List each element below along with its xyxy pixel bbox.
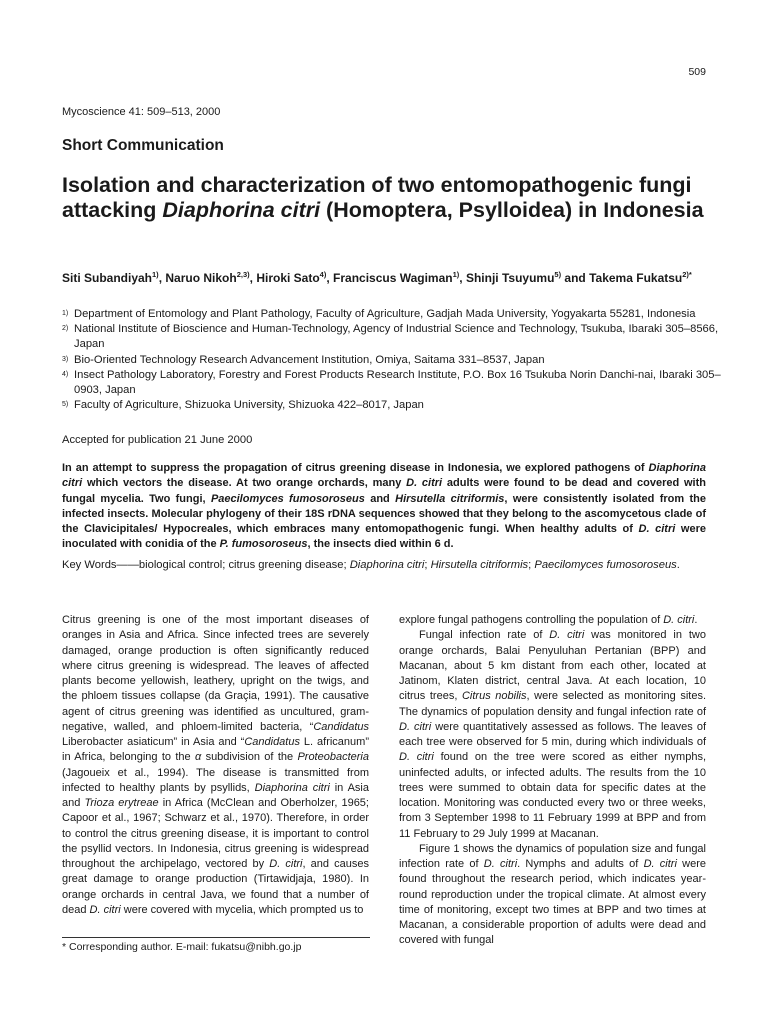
text-run: which vectors the disease. At two orange orchards, many bbox=[82, 477, 407, 490]
affiliation-mark: 3) bbox=[62, 355, 69, 363]
italic-run: P. fumosoroseus bbox=[219, 538, 308, 551]
keywords-label: Key Words bbox=[62, 559, 117, 571]
author-name: Takema Fukatsu bbox=[589, 271, 683, 285]
italic-run: Citrus nobilis bbox=[461, 690, 527, 703]
text-run: Citrus greening is one of the most important diseases of oranges in Asia and Africa. Since infected trees are severely damaged, orange production is often significantly reduced where citrus greening is widespread. The leaves of affected plants become yellowish, leathery, upright on the twigs, and the phloem tissues collapse (da Graçia, 1991). The causative agent of citrus greening was identified as uncultured, gram-negative, walled, and phloem-limited bacteria, “ bbox=[62, 614, 369, 733]
text-run: was monitored in two orange orchards, Balai Penyuluhan Pertanian (BPP) and Macanan, about 5 km distant from each other, located at Jatinom, Klaten district, central Java. At each location, 10 citrus trees, bbox=[399, 629, 706, 703]
author-separator: , bbox=[459, 271, 466, 285]
italic-run: Candidatus bbox=[313, 720, 369, 733]
italic-run: D. citri bbox=[483, 858, 518, 870]
accepted-date: Accepted for publication 21 June 2000 bbox=[62, 434, 253, 446]
text-run: explore fungal pathogens controlling the population of bbox=[399, 614, 664, 626]
italic-run: Hirsutella citriformis bbox=[395, 492, 505, 505]
author-name: Shinji Tsuyumu bbox=[465, 271, 555, 285]
text-run: adults were found to be dead and covered with fungal mycelia. Two fungi, bbox=[62, 477, 706, 505]
italic-run: D. citri bbox=[399, 751, 434, 764]
affiliation-list bbox=[62, 307, 722, 413]
text-run: Fungal infection rate of bbox=[419, 629, 550, 642]
text-run: . bbox=[694, 614, 698, 626]
author-name: Naruo Nikoh bbox=[165, 271, 237, 285]
text-run: were quantitatively assessed as follows. The leaves of each tree were observed for 5 min, during which individuals of bbox=[399, 720, 706, 748]
italic-run: Paecilomyces fumosoroseus bbox=[210, 492, 365, 505]
affiliation-text: National Institute of Bioscience and Human-Technology, Agency of Industrial Science and Technology, Tsukuba, Ibaraki 305–8566, Japan bbox=[74, 323, 719, 351]
text-run: were found throughout the research period, which indicates year-round reproduction under the tropical climate. At almost every time of monitoring, except two times at BPP and two times at Macanan, a considerable proportion of adults were dead and covered with fungal bbox=[399, 858, 706, 947]
text-run: were covered with mycelia, which prompted us to bbox=[120, 903, 364, 916]
italic-run: Hirsutella citriformis bbox=[430, 559, 529, 571]
author-list bbox=[62, 267, 722, 286]
text-run: , and causes great damage to orange production (Tirtawidjaja, 1980). In orange orchards in central Java, we found that a number of dead bbox=[62, 858, 369, 916]
author-affil-mark: 4) bbox=[319, 270, 327, 279]
author-name: Franciscus Wagiman bbox=[333, 271, 453, 285]
author-affil-mark: 1) bbox=[452, 270, 460, 279]
text-run: in Asia and bbox=[62, 781, 369, 809]
text-run: , the insects died within 6 d. bbox=[307, 538, 454, 551]
italic-run: D. citri bbox=[663, 614, 695, 626]
author-name: Hiroki Sato bbox=[256, 271, 320, 285]
affiliation-mark: 2) bbox=[62, 325, 69, 333]
italic-run: Trioza erytreae bbox=[84, 797, 159, 809]
author-separator: , bbox=[326, 271, 334, 285]
author-affil-mark: 2)* bbox=[682, 270, 692, 279]
body-column-left bbox=[62, 613, 369, 918]
author-separator: , bbox=[249, 271, 257, 285]
keywords-text bbox=[139, 558, 680, 574]
affiliation-text: Insect Pathology Laboratory, Forestry and Forest Products Research Institute, P.O. Box 16 Tsukuba Norin Danchi-nai, Ibaraki 305–0903, Japan bbox=[74, 368, 721, 397]
italic-run: D. citri bbox=[549, 629, 585, 642]
italic-run: α bbox=[194, 751, 202, 764]
paragraph bbox=[399, 842, 706, 949]
article-title bbox=[62, 173, 722, 223]
author-name: Siti Subandiyah bbox=[62, 271, 153, 285]
affiliation-item bbox=[62, 368, 722, 398]
italic-run: D. citri bbox=[643, 858, 677, 870]
italic-run: D. citri bbox=[399, 720, 432, 733]
text-run: subdivision of the bbox=[201, 751, 298, 764]
text-run: biological control; citrus greening disease; bbox=[138, 559, 350, 571]
keywords-dash: —— bbox=[116, 559, 139, 571]
affiliation-item bbox=[62, 322, 722, 352]
italic-run: Diaphorina citri bbox=[349, 559, 425, 571]
title-species: Diaphorina citri bbox=[162, 198, 321, 222]
affiliation-item bbox=[62, 307, 722, 322]
keywords-block bbox=[62, 558, 706, 574]
italic-run: D. citri bbox=[406, 477, 443, 490]
text-run: Liberobacter asiaticum” in Asia and “ bbox=[62, 736, 245, 748]
affiliation-item bbox=[62, 353, 722, 368]
body-column-right bbox=[399, 613, 706, 949]
author-separator: and bbox=[561, 271, 590, 285]
italic-run: Proteobacteria bbox=[297, 751, 369, 764]
italic-run: Diaphorina citri bbox=[254, 781, 330, 794]
footnote-rule bbox=[62, 937, 370, 938]
text-run: were inoculated with conidia of the bbox=[62, 523, 706, 551]
italic-run: D. citri bbox=[638, 523, 676, 536]
italic-run: Paecilomyces fumosoroseus bbox=[534, 559, 677, 571]
paragraph bbox=[62, 613, 369, 918]
affiliation-text: Faculty of Agriculture, Shizuoka University, Shizuoka 422–8017, Japan bbox=[74, 399, 424, 412]
affiliation-mark: 4) bbox=[62, 370, 69, 378]
text-run: ; bbox=[424, 559, 431, 571]
paragraph bbox=[399, 628, 706, 842]
journal-reference: Mycoscience 41: 509–513, 2000 bbox=[62, 106, 221, 118]
author-separator: , bbox=[158, 271, 166, 285]
paragraph bbox=[399, 613, 706, 628]
italic-run: Diaphorina citri bbox=[62, 462, 706, 490]
author-affil-mark: 1) bbox=[152, 270, 159, 279]
affiliation-text: Bio-Oriented Technology Research Advancement Institution, Omiya, Saitama 331–8537, Japan bbox=[74, 353, 545, 366]
affiliation-item bbox=[62, 398, 722, 413]
affiliation-mark: 5) bbox=[62, 401, 69, 409]
text-run: , were consistently isolated from the infected insects. Molecular phylogeny of their 18S rDNA sequences showed that they belong to the ascomycetous clade of the Clavicipitales/ Hypocreales, which embraces many entomopathogenic fungi. When healthy adults of bbox=[62, 492, 706, 536]
author-affil-mark: 5) bbox=[554, 270, 562, 279]
author-affil-mark: 2,3) bbox=[236, 270, 250, 279]
text-run: in Africa (McClean and Oberholzer, 1965; Capoor et al., 1967; Schwarz et al., 1970). Therefore, in order to control the citrus greening disease, it is important to control the psyllid vectors. In Indonesia, citrus greening is widespread throughout the archipelago, vectored by bbox=[62, 797, 369, 870]
text-run: found on the tree were scored as either nymphs, uninfected adults, or infected adults. The results from the 10 trees were summed to obtain data for specific dates at the location. Monitoring was conducted every two or three weeks, from 3 September 1998 to 11 February 1999 at BPP and from 11 February to 29 July 1999 at Macanan. bbox=[399, 751, 706, 840]
title-part-1: Isolation and characterization of two entomopathogenic fungi attacking bbox=[62, 173, 692, 222]
text-run: ; bbox=[528, 559, 535, 571]
italic-run: Candidatus bbox=[244, 736, 300, 748]
text-run: In an attempt to suppress the propagation of citrus greening disease in Indonesia, we explored pathogens of bbox=[62, 462, 649, 474]
abstract bbox=[62, 461, 706, 553]
title-part-2: (Homoptera, Psylloidea) in Indonesia bbox=[320, 198, 704, 222]
italic-run: D. citri bbox=[269, 858, 303, 870]
text-run: and bbox=[364, 492, 396, 505]
text-run: L. africanum” in Africa, belonging to the bbox=[62, 736, 369, 764]
text-run: . Nymphs and adults of bbox=[517, 858, 644, 870]
page-number: 509 bbox=[688, 66, 706, 78]
italic-run: D. citri bbox=[89, 903, 121, 916]
text-run: . bbox=[676, 559, 680, 571]
affiliation-text: Department of Entomology and Plant Pathology, Faculty of Agriculture, Gadjah Mada University, Yogyakarta 55281, Indonesia bbox=[74, 308, 696, 320]
section-label: Short Communication bbox=[62, 137, 224, 154]
text-run: , were selected as monitoring sites. The dynamics of population density and fungal infection rate of bbox=[399, 690, 706, 718]
corresponding-author-footnote: * Corresponding author. E-mail: fukatsu@nibh.go.jp bbox=[62, 941, 302, 953]
affiliation-mark: 1) bbox=[62, 310, 69, 317]
text-run: (Jagoueix et al., 1994). The disease is transmitted from infected to healthy plants by psyllids, bbox=[62, 766, 369, 794]
text-run: Figure 1 shows the dynamics of population size and fungal infection rate of bbox=[399, 842, 706, 870]
